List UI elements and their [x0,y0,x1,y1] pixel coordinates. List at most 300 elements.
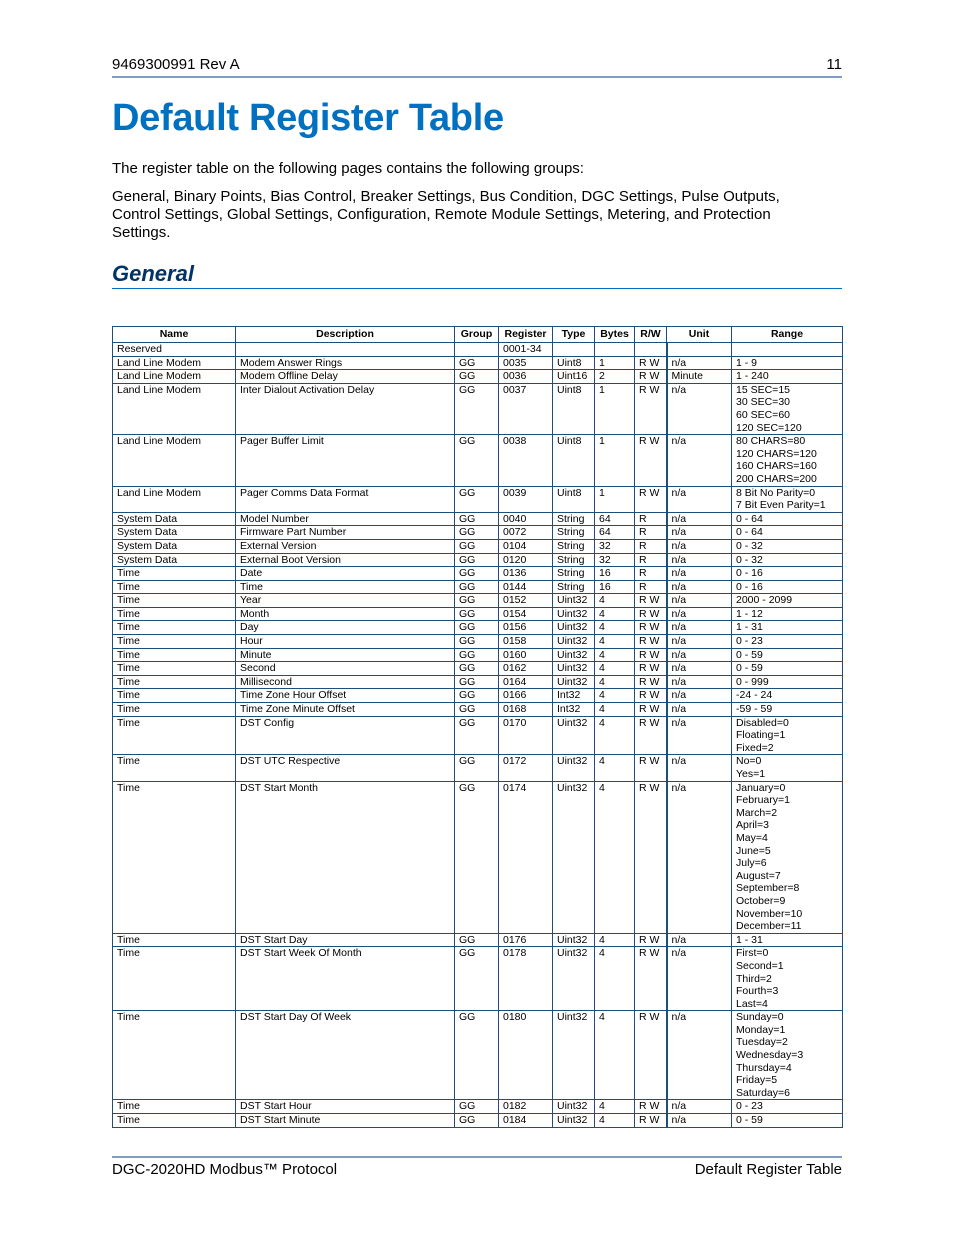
cell-rw: R W [635,933,667,947]
cell-range: 1 - 240 [732,370,843,384]
table-row [113,689,843,703]
cell-range: 0 - 999 [732,675,843,689]
cell-description: Time Zone Hour Offset [236,689,455,703]
cell-register: 0120 [499,553,553,567]
cell-group: GG [455,1100,499,1114]
cell-register: 0174 [499,781,553,933]
cell-rw: R W [635,435,667,486]
table-row [113,370,843,384]
cell-name: Time [113,675,236,689]
cell-group: GG [455,594,499,608]
cell-type: Uint32 [553,621,595,635]
cell-name: Time [113,1114,236,1128]
cell-name: Time [113,755,236,781]
cell-type: String [553,512,595,526]
cell-type: Uint8 [553,356,595,370]
table-body [113,343,843,1128]
cell-unit: n/a [667,1114,732,1128]
cell-register: 0172 [499,755,553,781]
cell-description: Modem Answer Rings [236,356,455,370]
cell-rw: R [635,526,667,540]
cell-description: Year [236,594,455,608]
table-row [113,755,843,781]
cell-description: Inter Dialout Activation Delay [236,383,455,434]
cell-group: GG [455,703,499,717]
cell-group: GG [455,1114,499,1128]
cell-group: GG [455,383,499,434]
cell-type: Uint8 [553,486,595,512]
cell-unit: n/a [667,716,732,755]
cell-rw: R W [635,947,667,1011]
cell-bytes: 16 [595,580,635,594]
cell-range: 0 - 59 [732,662,843,676]
column-header-bytes: Bytes [595,327,635,343]
cell-name: Time [113,662,236,676]
cell-unit: n/a [667,635,732,649]
section-heading [112,261,842,289]
cell-rw: R W [635,621,667,635]
section-title: General [112,261,194,286]
groups-paragraph: General, Binary Points, Bias Control, Breaker Settings, Bus Condition, DGC Settings, Pulse Outputs, Control Settings, Global Settings, Configuration, Remote Module Settings, Metering, and Protection Settings. [112,188,780,241]
cell-register: 0037 [499,383,553,434]
cell-name: Time [113,621,236,635]
table-row [113,526,843,540]
cell-unit: n/a [667,675,732,689]
cell-name: Time [113,648,236,662]
cell-group: GG [455,781,499,933]
cell-group: GG [455,716,499,755]
table-row [113,635,843,649]
cell-register: 0182 [499,1100,553,1114]
cell-register: 0164 [499,675,553,689]
cell-bytes: 4 [595,621,635,635]
cell-name: Land Line Modem [113,383,236,434]
cell-name: Land Line Modem [113,370,236,384]
cell-rw: R [635,567,667,581]
cell-bytes: 4 [595,607,635,621]
cell-rw: R W [635,486,667,512]
footer-document-title: DGC-2020HD Modbus™ Protocol [112,1161,338,1178]
table-row [113,486,843,512]
cell-bytes: 32 [595,553,635,567]
column-header-name: Name [113,327,236,343]
cell-group: GG [455,526,499,540]
table-header-row [113,327,843,343]
cell-bytes: 1 [595,356,635,370]
cell-description: DST Start Day Of Week [236,1011,455,1100]
cell-register: 0166 [499,689,553,703]
cell-unit: n/a [667,607,732,621]
cell-bytes: 4 [595,689,635,703]
cell-type: Uint32 [553,933,595,947]
cell-bytes: 64 [595,526,635,540]
cell-register: 0180 [499,1011,553,1100]
cell-bytes: 4 [595,933,635,947]
cell-bytes: 4 [595,1100,635,1114]
cell-range: 1 - 12 [732,607,843,621]
cell-unit: n/a [667,512,732,526]
intro-paragraph: The register table on the following pages contains the following groups: [112,160,584,177]
cell-description: Minute [236,648,455,662]
cell-group: GG [455,933,499,947]
cell-type: Int32 [553,689,595,703]
cell-register: 0154 [499,607,553,621]
cell-rw: R W [635,383,667,434]
cell-description: DST Start Day [236,933,455,947]
cell-unit: n/a [667,553,732,567]
cell-bytes: 4 [595,716,635,755]
cell-name: Time [113,933,236,947]
table-row [113,356,843,370]
cell-rw: R W [635,1100,667,1114]
cell-rw: R W [635,648,667,662]
table-row [113,621,843,635]
cell-bytes: 1 [595,383,635,434]
cell-bytes: 4 [595,1011,635,1100]
table-row [113,435,843,486]
cell-rw: R W [635,689,667,703]
cell-bytes: 4 [595,703,635,717]
table-row [113,580,843,594]
cell-group: GG [455,607,499,621]
cell-bytes: 4 [595,635,635,649]
cell-range: 0 - 59 [732,648,843,662]
cell-description: Modem Offline Delay [236,370,455,384]
cell-register: 0176 [499,933,553,947]
cell-register: 0162 [499,662,553,676]
table-row [113,675,843,689]
footer-section-title: Default Register Table [694,1161,842,1178]
cell-group: GG [455,662,499,676]
table-row [113,947,843,1011]
cell-description: Pager Buffer Limit [236,435,455,486]
cell-rw: R [635,553,667,567]
cell-description: DST Start Minute [236,1114,455,1128]
cell-type: Uint16 [553,370,595,384]
page-footer [112,1156,842,1180]
cell-group: GG [455,356,499,370]
cell-description: External Boot Version [236,553,455,567]
cell-name: Land Line Modem [113,356,236,370]
cell-name: Time [113,1100,236,1114]
column-header-unit: Unit [667,327,732,343]
cell-rw: R W [635,662,667,676]
cell-type: String [553,526,595,540]
cell-register: 0038 [499,435,553,486]
cell-name: Time [113,567,236,581]
cell-range: 0 - 64 [732,526,843,540]
cell-group: GG [455,755,499,781]
cell-type: Uint32 [553,716,595,755]
table-row [113,343,843,357]
cell-range: 0 - 32 [732,539,843,553]
cell-range: 0 - 23 [732,635,843,649]
cell-range [732,343,843,357]
cell-description: DST Start Hour [236,1100,455,1114]
cell-description: Pager Comms Data Format [236,486,455,512]
cell-rw: R W [635,703,667,717]
cell-rw: R W [635,781,667,933]
cell-type: Uint32 [553,755,595,781]
table-row [113,594,843,608]
cell-range: No=0 Yes=1 [732,755,843,781]
cell-type: Uint32 [553,675,595,689]
cell-rw: R W [635,716,667,755]
cell-range: 0 - 64 [732,512,843,526]
cell-type: Uint8 [553,435,595,486]
cell-range: First=0 Second=1 Third=2 Fourth=3 Last=4 [732,947,843,1011]
cell-type: Uint32 [553,607,595,621]
cell-description: Hour [236,635,455,649]
cell-unit: n/a [667,539,732,553]
cell-name: Time [113,703,236,717]
cell-range: 0 - 16 [732,567,843,581]
cell-bytes: 4 [595,755,635,781]
cell-range: 1 - 31 [732,621,843,635]
cell-register: 0160 [499,648,553,662]
table-row [113,648,843,662]
cell-register: 0156 [499,621,553,635]
register-table [112,326,843,1128]
cell-bytes [595,343,635,357]
cell-unit: n/a [667,689,732,703]
cell-group: GG [455,553,499,567]
cell-name: Time [113,689,236,703]
cell-group: GG [455,486,499,512]
cell-range: 8 Bit No Parity=0 7 Bit Even Parity=1 [732,486,843,512]
page-title: Default Register Table [112,97,504,139]
cell-register: 0104 [499,539,553,553]
cell-unit: n/a [667,1011,732,1100]
table-row [113,553,843,567]
cell-range: Disabled=0 Floating=1 Fixed=2 [732,716,843,755]
cell-register: 0170 [499,716,553,755]
cell-unit: n/a [667,755,732,781]
cell-name: Time [113,580,236,594]
table-row [113,512,843,526]
cell-range: 15 SEC=15 30 SEC=30 60 SEC=60 120 SEC=120 [732,383,843,434]
cell-name: Time [113,781,236,933]
cell-unit: n/a [667,1100,732,1114]
cell-description: Date [236,567,455,581]
cell-description: DST Config [236,716,455,755]
cell-range: -59 - 59 [732,703,843,717]
cell-description: DST UTC Respective [236,755,455,781]
cell-register: 0001-34 [499,343,553,357]
cell-unit: n/a [667,703,732,717]
cell-type: Uint8 [553,383,595,434]
cell-description: Millisecond [236,675,455,689]
cell-group: GG [455,539,499,553]
cell-group: GG [455,635,499,649]
cell-unit: n/a [667,580,732,594]
cell-name: Reserved [113,343,236,357]
cell-group: GG [455,675,499,689]
cell-range: Sunday=0 Monday=1 Tuesday=2 Wednesday=3 Thursday=4 Friday=5 Saturday=6 [732,1011,843,1100]
cell-bytes: 1 [595,435,635,486]
cell-type: Uint32 [553,648,595,662]
cell-range: 0 - 16 [732,580,843,594]
cell-range: 0 - 59 [732,1114,843,1128]
cell-bytes: 4 [595,1114,635,1128]
cell-register: 0168 [499,703,553,717]
document-number: 9469300991 Rev A [112,56,240,73]
cell-rw: R W [635,755,667,781]
cell-register: 0178 [499,947,553,1011]
cell-type: Uint32 [553,1100,595,1114]
table-row [113,383,843,434]
cell-unit: n/a [667,621,732,635]
cell-description: Second [236,662,455,676]
cell-rw: R W [635,607,667,621]
table-row [113,1011,843,1100]
cell-register: 0040 [499,512,553,526]
cell-description: Model Number [236,512,455,526]
cell-name: Time [113,947,236,1011]
cell-name: System Data [113,526,236,540]
cell-description: DST Start Week Of Month [236,947,455,1011]
table-row [113,1114,843,1128]
cell-description: Time [236,580,455,594]
cell-group: GG [455,1011,499,1100]
cell-unit: n/a [667,435,732,486]
cell-unit: n/a [667,486,732,512]
cell-rw [635,343,667,357]
cell-description: Time Zone Minute Offset [236,703,455,717]
cell-unit: n/a [667,356,732,370]
cell-register: 0184 [499,1114,553,1128]
cell-bytes: 2 [595,370,635,384]
cell-rw: R [635,512,667,526]
cell-rw: R W [635,675,667,689]
cell-rw: R W [635,1011,667,1100]
cell-unit [667,343,732,357]
cell-bytes: 1 [595,486,635,512]
table-row [113,1100,843,1114]
cell-name: Time [113,716,236,755]
cell-unit: n/a [667,781,732,933]
cell-description: Month [236,607,455,621]
cell-name: Land Line Modem [113,486,236,512]
column-header-description: Description [236,327,455,343]
cell-group: GG [455,567,499,581]
cell-type: Uint32 [553,1011,595,1100]
cell-unit: n/a [667,594,732,608]
cell-range: 0 - 32 [732,553,843,567]
table-row [113,607,843,621]
column-header-register: Register [499,327,553,343]
cell-type: String [553,580,595,594]
cell-type: Uint32 [553,662,595,676]
table-row [113,781,843,933]
cell-name: Time [113,1011,236,1100]
cell-name: System Data [113,512,236,526]
column-header-type: Type [553,327,595,343]
cell-name: System Data [113,539,236,553]
cell-register: 0035 [499,356,553,370]
cell-rw: R W [635,356,667,370]
cell-name: Time [113,635,236,649]
cell-name: System Data [113,553,236,567]
table-row [113,716,843,755]
cell-type: String [553,539,595,553]
cell-rw: R W [635,1114,667,1128]
cell-type: Uint32 [553,781,595,933]
cell-rw: R W [635,370,667,384]
cell-group [455,343,499,357]
column-header-rw: R/W [635,327,667,343]
column-header-range: Range [732,327,843,343]
cell-unit: n/a [667,383,732,434]
table-row [113,933,843,947]
cell-bytes: 4 [595,648,635,662]
cell-range: -24 - 24 [732,689,843,703]
cell-group: GG [455,580,499,594]
cell-register: 0072 [499,526,553,540]
cell-group: GG [455,370,499,384]
cell-register: 0039 [499,486,553,512]
cell-register: 0036 [499,370,553,384]
cell-unit: n/a [667,526,732,540]
cell-unit: n/a [667,567,732,581]
table-row [113,703,843,717]
cell-group: GG [455,621,499,635]
cell-rw: R W [635,635,667,649]
cell-unit: n/a [667,933,732,947]
cell-description: Firmware Part Number [236,526,455,540]
cell-bytes: 32 [595,539,635,553]
cell-description: DST Start Month [236,781,455,933]
cell-range: 80 CHARS=80 120 CHARS=120 160 CHARS=160 200 CHARS=200 [732,435,843,486]
cell-bytes: 4 [595,947,635,1011]
table-row [113,567,843,581]
cell-rw: R W [635,594,667,608]
cell-register: 0144 [499,580,553,594]
cell-register: 0152 [499,594,553,608]
cell-bytes: 16 [595,567,635,581]
cell-rw: R [635,539,667,553]
table-row [113,539,843,553]
cell-description [236,343,455,357]
page-header [112,56,842,78]
cell-group: GG [455,512,499,526]
cell-type: Int32 [553,703,595,717]
cell-range: 2000 - 2099 [732,594,843,608]
column-header-group: Group [455,327,499,343]
cell-type: String [553,553,595,567]
cell-unit: n/a [667,662,732,676]
cell-type: Uint32 [553,947,595,1011]
cell-bytes: 4 [595,781,635,933]
cell-range: January=0 February=1 March=2 April=3 May=4 June=5 July=6 August=7 September=8 October=9 November=10 December=11 [732,781,843,933]
cell-rw: R [635,580,667,594]
cell-register: 0136 [499,567,553,581]
cell-range: 1 - 31 [732,933,843,947]
cell-name: Time [113,607,236,621]
cell-range: 0 - 23 [732,1100,843,1114]
cell-register: 0158 [499,635,553,649]
cell-name: Time [113,594,236,608]
cell-bytes: 64 [595,512,635,526]
cell-type: Uint32 [553,1114,595,1128]
cell-type: String [553,567,595,581]
cell-range: 1 - 9 [732,356,843,370]
cell-unit: n/a [667,648,732,662]
cell-bytes: 4 [595,594,635,608]
cell-type: Uint32 [553,635,595,649]
cell-description: External Version [236,539,455,553]
cell-description: Day [236,621,455,635]
